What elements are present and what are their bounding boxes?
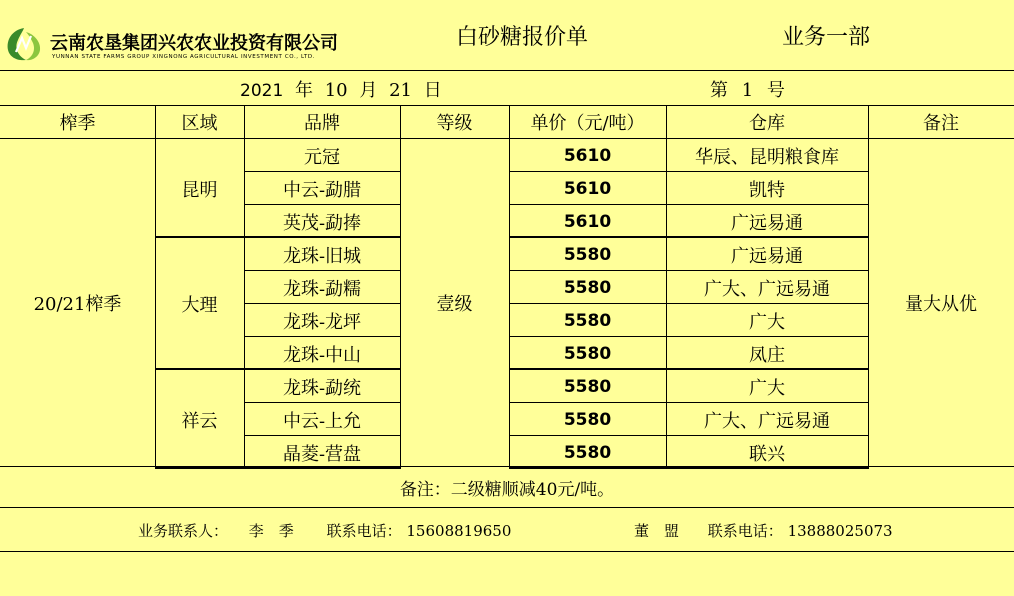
region-divider [155, 467, 400, 469]
price-cell: 5580 [563, 277, 612, 298]
divider [509, 105, 510, 138]
region-cell: 昆明 [181, 179, 218, 201]
warehouse-cell: 广大、广远易通 [704, 410, 830, 432]
region-divider [509, 467, 868, 469]
divider [868, 105, 869, 138]
doc-number-suffix: 号 [766, 80, 785, 101]
header-warehouse: 仓库 [749, 113, 785, 134]
page-title: 白砂糖报价单 [456, 25, 589, 50]
header-brand: 品牌 [304, 113, 340, 134]
doc-number [710, 76, 785, 102]
divider [400, 105, 401, 138]
warehouse-cell: 凤庄 [749, 344, 785, 366]
season-cell: 20/21榨季 [33, 293, 122, 315]
header-season: 榨季 [59, 113, 96, 134]
brand-cell: 龙珠-旧城 [282, 245, 362, 267]
price-cell: 5580 [563, 343, 612, 364]
brand-cell: 中云-上允 [282, 410, 362, 432]
warehouse-cell: 广大、广远易通 [704, 278, 830, 300]
contact-person-1: 李 季 [248, 522, 294, 540]
header-grade: 等级 [436, 113, 473, 134]
remark-cell: 量大从优 [905, 293, 977, 315]
brand-cell: 英茂-勐捧 [282, 212, 362, 234]
header-price: 单价（元/吨） [530, 113, 645, 134]
contact-phone-label-2: 联系电话： [707, 522, 783, 540]
header-remark: 备注 [923, 113, 959, 134]
brand-cell: 龙珠-勐糯 [282, 278, 362, 300]
company-logo-icon [4, 26, 44, 62]
date-day: 21 [389, 80, 413, 101]
date-year: 2021 [240, 81, 284, 101]
date-month: 10 [324, 80, 348, 101]
price-cell: 5610 [563, 211, 612, 232]
price-cell: 5580 [563, 310, 612, 331]
divider [0, 70, 1014, 71]
warehouse-cell: 联兴 [749, 443, 785, 465]
contact-phone-2: 13888025073 [787, 522, 893, 540]
column-divider [509, 139, 510, 469]
date-line [240, 76, 448, 102]
column-divider [244, 139, 245, 469]
divider [244, 105, 245, 138]
brand-cell: 中云-勐腊 [282, 179, 362, 201]
warehouse-cell: 凯特 [749, 179, 785, 201]
column-divider [155, 139, 156, 469]
divider [0, 507, 1014, 508]
warehouse-cell: 广大 [749, 311, 785, 333]
region-cell: 祥云 [181, 410, 218, 432]
contact-person-2: 董 盟 [634, 522, 680, 540]
contacts [138, 520, 511, 541]
company-name: 云南农垦集团兴农农业投资有限公司 [50, 33, 338, 54]
price-cell: 5610 [563, 178, 612, 199]
doc-number-value: 1 [741, 80, 754, 101]
warehouse-cell: 广远易通 [731, 245, 803, 267]
warehouse-cell: 广远易通 [731, 212, 803, 234]
brand-cell: 元冠 [304, 146, 340, 168]
region-cell: 大理 [181, 295, 218, 316]
price-cell: 5610 [563, 145, 612, 166]
price-cell: 5580 [563, 442, 612, 463]
divider [666, 105, 667, 138]
price-cell: 5580 [563, 376, 612, 397]
divider [155, 105, 156, 138]
note-text: 备注：二级糖顺减40元/吨。 [399, 479, 615, 500]
brand-cell: 龙珠-龙坪 [282, 311, 362, 333]
price-cell: 5580 [563, 244, 612, 265]
doc-number-prefix: 第 [710, 80, 728, 101]
contact-phone-1: 15608819650 [406, 522, 512, 540]
date-year-unit: 年 [295, 80, 313, 101]
divider [0, 466, 1014, 467]
column-divider [666, 139, 667, 469]
date-day-unit: 日 [423, 80, 442, 101]
department: 业务一部 [782, 25, 871, 50]
brand-cell: 龙珠-勐统 [282, 377, 362, 399]
header-region: 区域 [181, 113, 218, 134]
warehouse-cell: 华辰、昆明粮食库 [695, 146, 839, 168]
contact-label: 业务联系人： [138, 522, 229, 540]
grade-cell: 壹级 [436, 293, 473, 315]
contacts-2 [634, 520, 893, 541]
contact-phone-label-1: 联系电话： [326, 522, 402, 540]
warehouse-cell: 广大 [749, 377, 785, 399]
divider [0, 551, 1014, 552]
company-name-en: YUNNAN STATE FARMS GROUP XINGNONG AGRICULTURAL INVESTMENT CO., LTD. [52, 54, 316, 60]
price-cell: 5580 [563, 409, 612, 430]
brand-cell: 龙珠-中山 [282, 344, 362, 366]
brand-cell: 晶菱-营盘 [282, 443, 362, 465]
date-month-unit: 月 [359, 80, 378, 101]
